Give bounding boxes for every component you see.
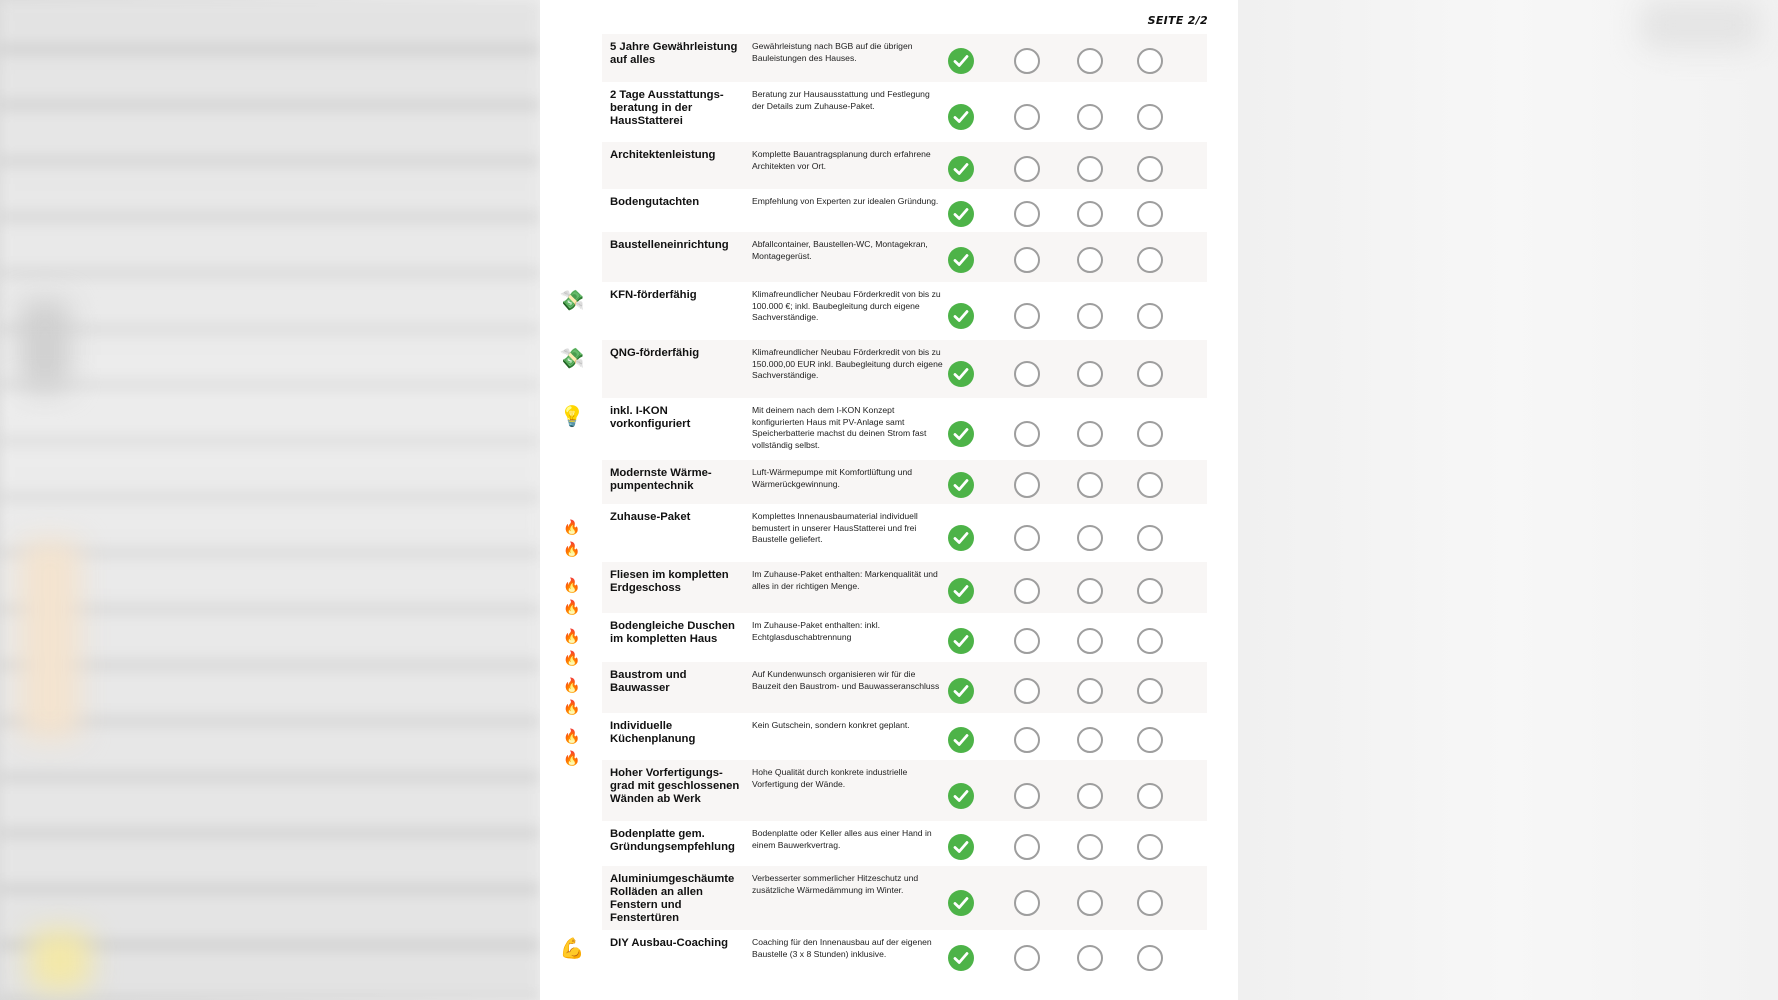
empty-circle-icon: [1014, 578, 1040, 604]
empty-circle-icon: [1077, 247, 1103, 273]
check-icon: [948, 361, 974, 387]
fire-icon: 🔥🔥: [563, 628, 581, 666]
blurred-background-left: [0, 0, 540, 1000]
document-page: [540, 0, 1238, 1000]
empty-circle-icon: [1014, 890, 1040, 916]
empty-circle-icon: [1014, 156, 1040, 182]
empty-circle-icon: [1014, 945, 1040, 971]
check-icon: [948, 525, 974, 551]
empty-circle-icon: [1014, 303, 1040, 329]
feature-description: Komplette Bauantragsplanung durch erfahrene Architekten vor Ort.: [752, 149, 931, 171]
feature-description: Im Zuhause-Paket enthalten: inkl. Echtglasduschabtrennung: [752, 620, 881, 642]
empty-circle-icon: [1077, 525, 1103, 551]
empty-circle-icon: [1077, 678, 1103, 704]
feature-title: DIY Ausbau-Coaching: [610, 937, 728, 949]
empty-circle-icon: [1077, 945, 1103, 971]
feature-title: 5 Jahre Gewährleistung auf alles: [610, 41, 738, 66]
check-icon: [948, 48, 974, 74]
empty-circle-icon: [1137, 48, 1163, 74]
empty-circle-icon: [1077, 834, 1103, 860]
feature-description: Auf Kundenwunsch organisieren wir für die Bauzeit den Baustrom- und Bauwasseranschluss: [752, 669, 940, 691]
feature-title: Bodengleiche Duschen im kompletten Haus: [610, 620, 735, 645]
feature-description: Kein Gutschein, sondern konkret geplant.: [752, 720, 910, 730]
empty-circle-icon: [1137, 303, 1163, 329]
table-row: [602, 142, 1207, 189]
feature-description: Komplettes Innenausbaumaterial individuell bemustert in unserer HausStatterei und frei Baustelle geliefert.: [752, 511, 918, 545]
check-icon: [948, 727, 974, 753]
check-icon: [948, 104, 974, 130]
table-row: [559, 398, 1207, 460]
empty-circle-icon: [1077, 727, 1103, 753]
empty-circle-icon: [1137, 525, 1163, 551]
blurred-background-right: [1238, 0, 1778, 1000]
table-row: [563, 613, 1207, 666]
empty-circle-icon: [1014, 628, 1040, 654]
page-number: SEITE 2/2: [1147, 14, 1208, 27]
table-row: [563, 662, 1207, 715]
empty-circle-icon: [1137, 945, 1163, 971]
empty-circle-icon: [1077, 201, 1103, 227]
money-icon: 💸: [559, 290, 585, 312]
fire-icon: 🔥🔥: [563, 677, 581, 715]
empty-circle-icon: [1077, 104, 1103, 130]
empty-circle-icon: [1014, 104, 1040, 130]
lightbulb-icon: 💡: [559, 406, 585, 428]
empty-circle-icon: [1137, 472, 1163, 498]
check-icon: [948, 156, 974, 182]
check-icon: [948, 783, 974, 809]
check-icon: [948, 945, 974, 971]
table-row: [602, 189, 1207, 232]
blurred-background-shape: [30, 930, 90, 990]
check-icon: [948, 834, 974, 860]
check-icon: [948, 472, 974, 498]
table-row: [563, 562, 1207, 615]
empty-circle-icon: [1014, 678, 1040, 704]
feature-description: Gewährleistung nach BGB auf die übrigen Bauleistungen des Hauses.: [752, 41, 913, 63]
table-row: [602, 460, 1207, 504]
empty-circle-icon: [1137, 361, 1163, 387]
feature-description: Mit deinem nach dem I-KON Konzept konfigurierten Haus mit PV-Anlage samt Speicherbatterie machst du deinen Strom fast vollständig selbst.: [752, 405, 927, 451]
empty-circle-icon: [1014, 247, 1040, 273]
table-row: [602, 760, 1207, 821]
table-row: [602, 232, 1207, 282]
table-row: [602, 34, 1207, 82]
feature-description: Luft-Wärmepumpe mit Komfortlüftung und Wärmerückgewinnung.: [752, 467, 913, 489]
empty-circle-icon: [1014, 421, 1040, 447]
feature-title: Baustelleneinrichtung: [610, 239, 729, 251]
feature-title: Modernste Wärme-pumpentechnik: [610, 467, 712, 492]
feature-title: KFN-förderfähig: [610, 289, 697, 301]
empty-circle-icon: [1137, 421, 1163, 447]
check-icon: [948, 247, 974, 273]
empty-circle-icon: [1077, 783, 1103, 809]
empty-circle-icon: [1137, 834, 1163, 860]
feature-description: Coaching für den Innenausbau auf der eigenen Baustelle (3 x 8 Stunden) inklusive.: [752, 937, 932, 959]
fire-icon: 🔥🔥: [563, 728, 581, 766]
feature-title: Bodengutachten: [610, 196, 700, 208]
empty-circle-icon: [1077, 628, 1103, 654]
check-icon: [948, 678, 974, 704]
table-row: [602, 866, 1207, 930]
table-row: [559, 282, 1207, 340]
feature-title: Baustrom und Bauwasser: [610, 669, 687, 694]
table-row: [563, 504, 1207, 562]
feature-description: Empfehlung von Experten zur idealen Gründung.: [752, 196, 939, 206]
empty-circle-icon: [1014, 201, 1040, 227]
blurred-background-shape: [20, 540, 80, 740]
empty-circle-icon: [1137, 783, 1163, 809]
feature-description: Hohe Qualität durch konkrete industrielle Vorfertigung der Wände.: [752, 767, 908, 789]
empty-circle-icon: [1077, 421, 1103, 447]
empty-circle-icon: [1077, 303, 1103, 329]
table-row: [602, 82, 1207, 142]
check-icon: [948, 890, 974, 916]
feature-title: Individuelle Küchenplanung: [610, 720, 696, 745]
feature-title: inkl. I-KON vorkonfiguriert: [610, 405, 691, 430]
check-icon: [948, 421, 974, 447]
empty-circle-icon: [1014, 834, 1040, 860]
blurred-background-shape: [20, 300, 70, 390]
empty-circle-icon: [1137, 247, 1163, 273]
feature-title: Architektenleistung: [610, 149, 716, 161]
fire-icon: 🔥🔥: [563, 577, 581, 615]
empty-circle-icon: [1014, 727, 1040, 753]
empty-circle-icon: [1077, 361, 1103, 387]
empty-circle-icon: [1137, 201, 1163, 227]
feature-description: Beratung zur Hausausstattung und Festlegung der Details zum Zuhause-Paket.: [752, 89, 930, 111]
empty-circle-icon: [1137, 890, 1163, 916]
empty-circle-icon: [1077, 890, 1103, 916]
empty-circle-icon: [1014, 472, 1040, 498]
feature-title: 2 Tage Ausstattungs-beratung in der HausStatterei: [610, 89, 724, 127]
empty-circle-icon: [1137, 678, 1163, 704]
check-icon: [948, 628, 974, 654]
empty-circle-icon: [1137, 727, 1163, 753]
empty-circle-icon: [1077, 48, 1103, 74]
flexed-biceps-icon: 💪: [559, 938, 585, 960]
check-icon: [948, 578, 974, 604]
feature-description: Im Zuhause-Paket enthalten: Markenqualität und alles in der richtigen Menge.: [752, 569, 938, 591]
blurred-background-shape: [1640, 0, 1760, 50]
feature-description: Bodenplatte oder Keller alles aus einer Hand in einem Bauwerkvertrag.: [752, 828, 932, 850]
table-row: [559, 930, 1207, 980]
check-icon: [948, 303, 974, 329]
feature-title: Fliesen im kompletten Erdgeschoss: [610, 569, 729, 594]
empty-circle-icon: [1077, 472, 1103, 498]
feature-title: QNG-förderfähig: [610, 347, 700, 359]
feature-title: Bodenplatte gem. Gründungsempfehlung: [610, 828, 735, 853]
feature-title: Zuhause-Paket: [610, 511, 691, 523]
feature-title: Aluminiumgeschäumte Rolläden an allen Fenstern und Fenstertüren: [610, 873, 735, 924]
table-row: [559, 340, 1207, 398]
table-row: [602, 821, 1207, 866]
empty-circle-icon: [1077, 156, 1103, 182]
feature-description: Klimafreundlicher Neubau Förderkredit von bis zu 150.000,00 EUR inkl. Baubegleitung durch eigene Sachverständige.: [752, 347, 943, 381]
fire-icon: 🔥🔥: [563, 519, 581, 557]
feature-description: Abfallcontainer, Baustellen-WC, Montagekran, Montagegerüst.: [752, 239, 928, 261]
empty-circle-icon: [1137, 628, 1163, 654]
feature-description: Verbesserter sommerlicher Hitzeschutz und zusätzliche Wärmedämmung im Winter.: [752, 873, 919, 895]
empty-circle-icon: [1014, 361, 1040, 387]
empty-circle-icon: [1077, 578, 1103, 604]
empty-circle-icon: [1014, 783, 1040, 809]
table-row: [563, 713, 1207, 766]
empty-circle-icon: [1014, 525, 1040, 551]
empty-circle-icon: [1014, 48, 1040, 74]
check-icon: [948, 201, 974, 227]
empty-circle-icon: [1137, 578, 1163, 604]
feature-title: Hoher Vorfertigungs-grad mit geschlossenen Wänden ab Werk: [610, 767, 740, 805]
money-icon: 💸: [559, 348, 585, 370]
empty-circle-icon: [1137, 104, 1163, 130]
empty-circle-icon: [1137, 156, 1163, 182]
feature-description: Klimafreundlicher Neubau Förderkredit von bis zu 100.000 €; inkl. Baubegleitung durch eigene Sachverständige.: [752, 289, 941, 323]
